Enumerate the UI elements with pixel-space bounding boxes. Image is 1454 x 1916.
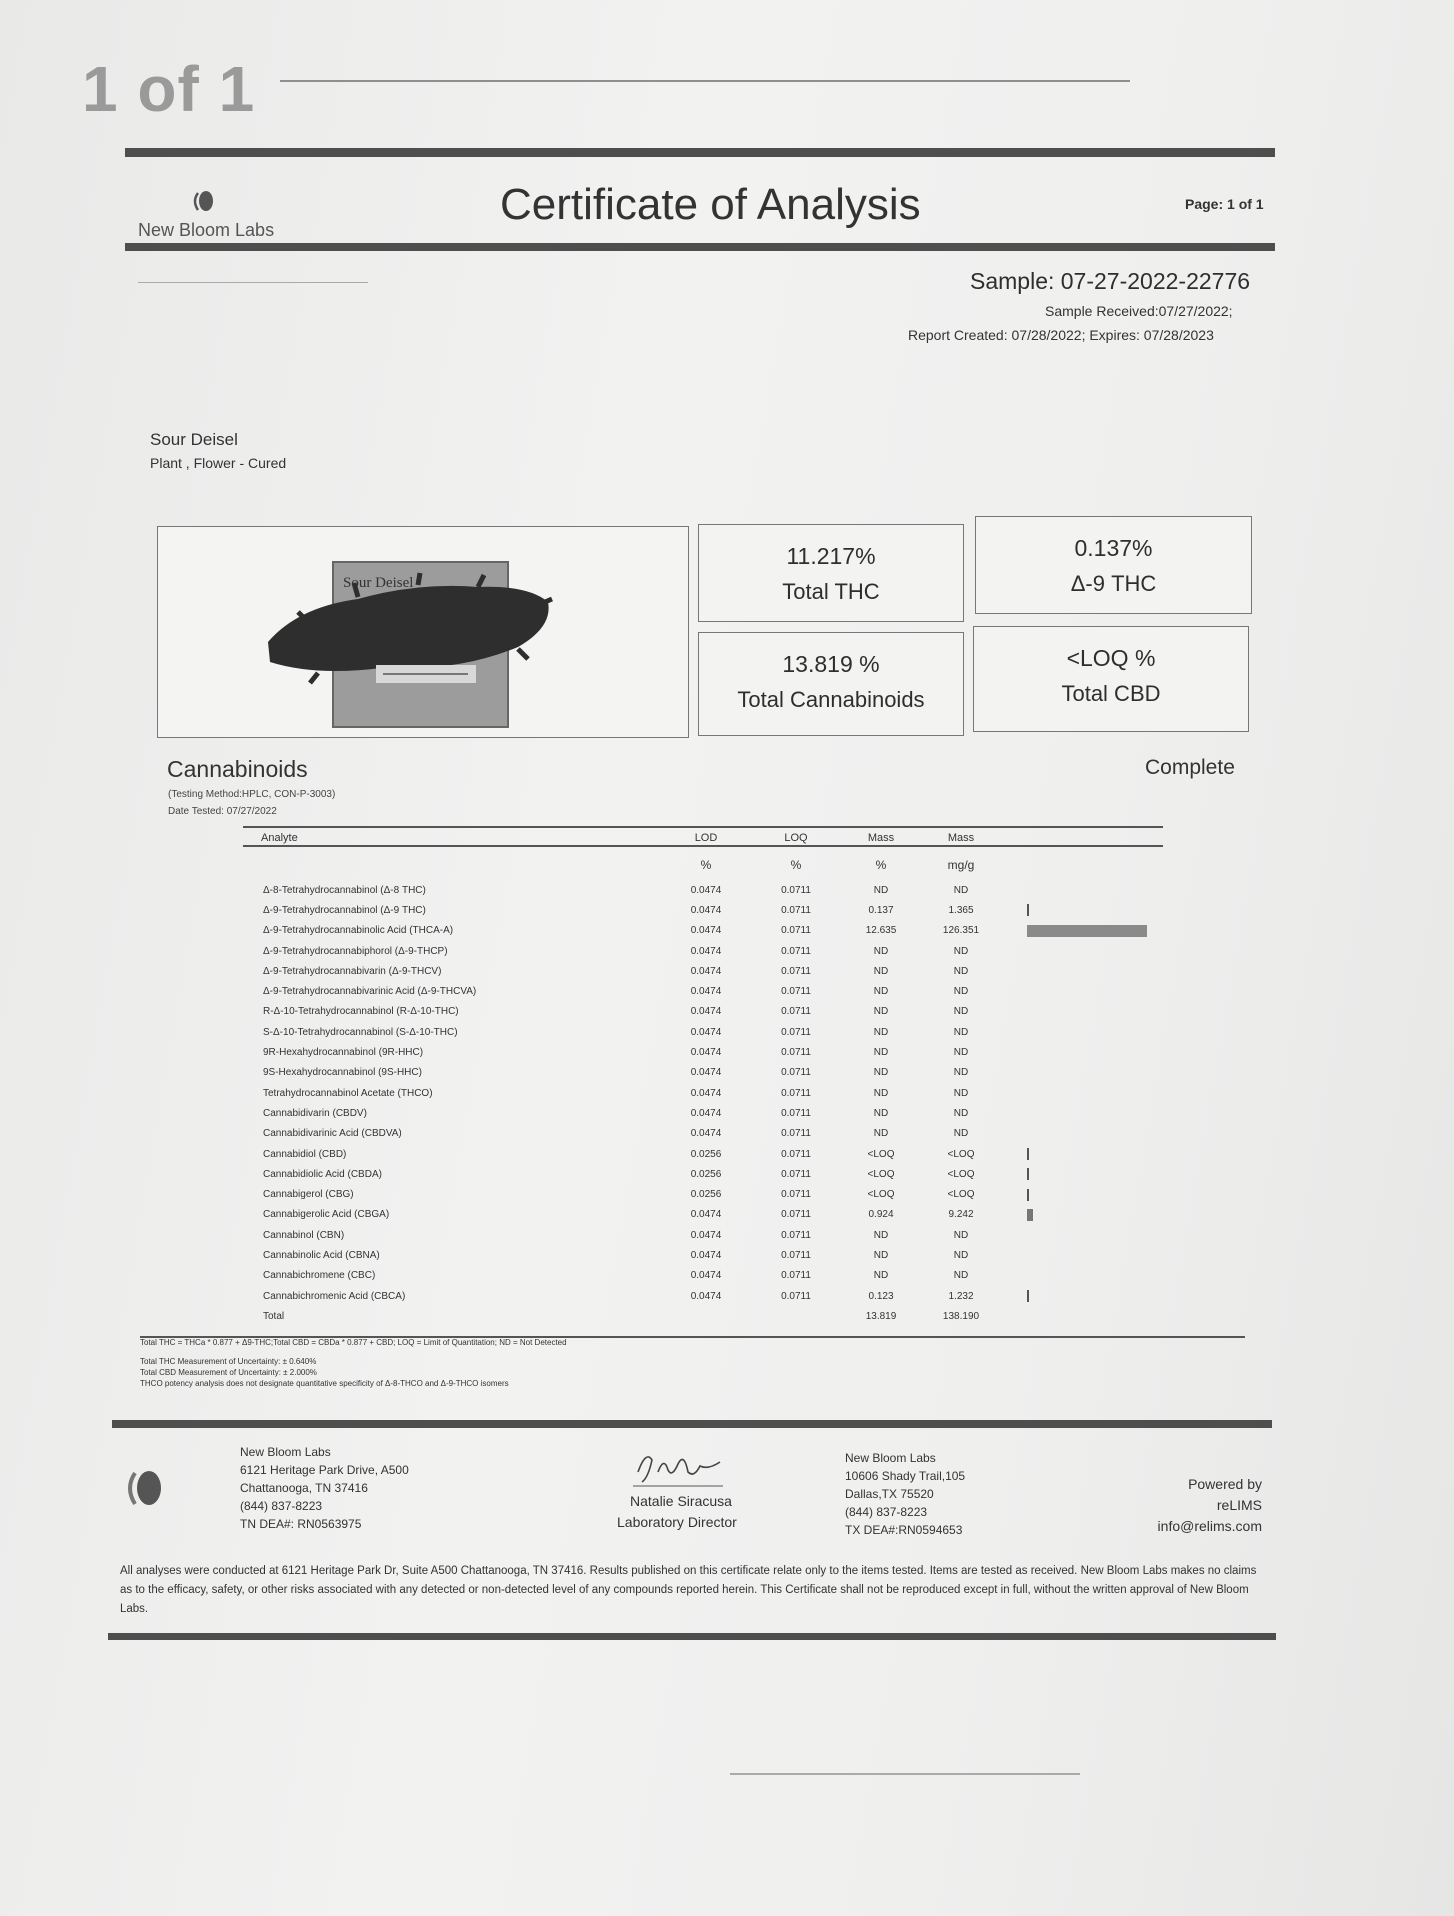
mass-percent-cell: <LOQ (867, 1168, 895, 1180)
units-row (243, 850, 1163, 880)
analyte-name: Cannabichromenic Acid (CBCA) (263, 1290, 406, 1302)
table-header-row (243, 826, 1163, 850)
mass-mgg-cell: <LOQ (947, 1168, 975, 1180)
table-row (243, 1306, 1163, 1326)
powered-line: Powered by (1188, 1476, 1262, 1492)
lab1-line: 6121 Heritage Park Drive, A500 (240, 1463, 409, 1477)
director-name: Natalie Siracusa (630, 1493, 732, 1509)
loq-cell: 0.0711 (781, 1107, 811, 1119)
column-header-blank (1001, 826, 1163, 850)
loq-cell: 0.0711 (781, 1047, 811, 1059)
lod-cell: 0.0474 (690, 1107, 722, 1119)
header-top-bar (125, 148, 1275, 157)
loq-cell (751, 1306, 841, 1326)
result-marker (1001, 1164, 1163, 1184)
mass-percent-cell: ND (873, 1067, 889, 1079)
page-title: Certificate of Analysis (500, 180, 921, 229)
unit-cell: % (790, 858, 802, 872)
table-row (243, 1124, 1163, 1144)
page-count: 1 of 1 (82, 53, 256, 125)
mass-percent-cell: 0.123 (868, 1290, 894, 1302)
mass-mgg-cell: 126.351 (942, 925, 980, 937)
disclaimer: All analyses were conducted at 6121 Heritage Park Dr, Suite A500 Chattanooga, TN 37416. Results published on this certificate relate only to the items tested. Items are tested as received. New Bloom Labs makes no claims as to the efficacy, safety, or other risks associated with any detected or non-detected level of any compounds reported herein. This Certificate shall not be reproduced except in full, without the written approval of New Bloom Labs. (120, 1565, 1257, 1615)
loq-cell: 0.0711 (781, 925, 811, 937)
result-marker (1001, 921, 1163, 941)
mass-percent-cell: <LOQ (867, 1189, 895, 1201)
loq-cell: 0.0711 (781, 1006, 811, 1018)
result-marker (1001, 1266, 1163, 1286)
unit-cell: % (875, 858, 887, 872)
lab1-address (240, 1443, 409, 1533)
loq-cell: 0.0711 (781, 965, 811, 977)
loq-cell: 0.0711 (781, 1087, 811, 1099)
loq-cell: 0.0711 (781, 1128, 811, 1140)
table-row (243, 1164, 1163, 1184)
loq-cell: 0.0711 (781, 1168, 811, 1180)
result-marker (1001, 1103, 1163, 1123)
summary-label: Total Cannabinoids (737, 687, 925, 712)
mass-percent-cell: ND (873, 1026, 889, 1038)
analyte-name: Tetrahydrocannabinol Acetate (THCO) (263, 1087, 433, 1099)
unit-cell (243, 850, 661, 880)
footer-top-bar (112, 1420, 1272, 1428)
analyte-name: Δ-9-Tetrahydrocannabivarinic Acid (Δ-9-THCVA) (263, 986, 477, 998)
result-marker (1001, 1022, 1163, 1042)
result-tick (1027, 1168, 1029, 1180)
mass-mgg-cell: ND (953, 965, 969, 977)
lab1-line: TN DEA#: RN0563975 (240, 1517, 362, 1531)
result-tick (1027, 1189, 1029, 1201)
table-row (243, 1266, 1163, 1286)
faint-rule (138, 282, 368, 283)
table-row (243, 1022, 1163, 1042)
loq-cell: 0.0711 (781, 1270, 811, 1282)
summary-total-cannabinoids (698, 632, 964, 736)
lod-cell: 0.0474 (690, 1128, 722, 1140)
table-row (243, 1225, 1163, 1245)
table-row (243, 1103, 1163, 1123)
cannabinoid-table (243, 826, 1163, 1327)
result-marker (1001, 900, 1163, 920)
table-row (243, 880, 1163, 900)
table-row (243, 1205, 1163, 1225)
mass-mgg-cell: ND (953, 1249, 969, 1261)
summary-total-thc (698, 524, 964, 622)
lod-cell: 0.0474 (690, 1067, 722, 1079)
analyte-name: S-Δ-10-Tetrahydrocannabinol (S-Δ-10-THC) (263, 1026, 458, 1038)
product-photo (158, 527, 688, 737)
analyte-name: Cannabidivarinic Acid (CBDVA) (263, 1128, 402, 1140)
analyte-name: Cannabigerolic Acid (CBGA) (263, 1209, 390, 1221)
mass-mgg-cell: ND (953, 945, 969, 957)
lab1-line: Chattanooga, TN 37416 (240, 1481, 368, 1495)
product-name: Sour Deisel (150, 430, 238, 449)
result-marker (1001, 1184, 1163, 1204)
mass-mgg-cell: ND (953, 884, 969, 896)
table-row (243, 941, 1163, 961)
mass-percent-cell: 0.137 (868, 904, 894, 916)
result-marker (1001, 1245, 1163, 1265)
result-marker (1001, 1083, 1163, 1103)
mass-mgg-cell: ND (953, 1128, 969, 1140)
lod-cell: 0.0474 (690, 1249, 722, 1261)
header-bottom-bar (125, 243, 1275, 251)
column-header: LOQ (784, 832, 808, 844)
page-number: Page: 1 of 1 (1185, 196, 1264, 212)
column-header: LOD (694, 832, 718, 844)
column-header: Mass (947, 832, 975, 844)
powered-line: reLIMS (1216, 1497, 1262, 1513)
result-marker (1001, 1205, 1163, 1225)
result-marker (1001, 981, 1163, 1001)
result-small-bar (1027, 1209, 1033, 1221)
footnote: Total CBD Measurement of Uncertainty: ± 2.000% (140, 1368, 317, 1377)
mass-mgg-cell: <LOQ (947, 1148, 975, 1160)
lab-name: New Bloom Labs (138, 220, 275, 240)
column-header: Mass (867, 832, 895, 844)
unit-cell (1001, 850, 1163, 880)
lod-cell (661, 1306, 751, 1326)
mass-percent-cell: 0.924 (868, 1209, 894, 1221)
loq-cell: 0.0711 (781, 1290, 811, 1302)
lod-cell: 0.0474 (690, 1087, 722, 1099)
loq-cell: 0.0711 (781, 1229, 811, 1241)
lab2-address (845, 1449, 965, 1539)
mass-percent-cell: 13.819 (865, 1310, 897, 1322)
analyte-name: Δ-9-Tetrahydrocannabivarin (Δ-9-THCV) (263, 965, 442, 977)
lod-cell: 0.0474 (690, 1006, 722, 1018)
result-marker (1001, 1002, 1163, 1022)
mass-percent-cell: ND (873, 1128, 889, 1140)
unit-cell: % (700, 858, 712, 872)
analyte-name: Cannabinol (CBN) (263, 1229, 345, 1241)
lod-cell: 0.0474 (690, 1209, 722, 1221)
mass-mgg-cell: 1.365 (948, 904, 974, 916)
result-marker (1001, 1225, 1163, 1245)
lod-cell: 0.0474 (690, 945, 722, 957)
mass-percent-cell: ND (873, 884, 889, 896)
result-marker (1001, 1286, 1163, 1306)
lab2-line: Dallas,TX 75520 (845, 1487, 934, 1501)
analyte-name: Cannabidiol (CBD) (263, 1148, 347, 1160)
summary-value: 0.137% (1074, 535, 1153, 561)
table-row (243, 1144, 1163, 1164)
result-tick (1027, 1290, 1029, 1302)
mass-percent-cell: ND (873, 1006, 889, 1018)
result-marker (1001, 961, 1163, 981)
summary-delta9-thc (975, 516, 1252, 614)
lab2-line: New Bloom Labs (845, 1451, 936, 1465)
loq-cell: 0.0711 (781, 945, 811, 957)
mass-mgg-cell: <LOQ (947, 1189, 975, 1201)
mass-percent-cell: ND (873, 986, 889, 998)
lod-cell: 0.0256 (690, 1148, 722, 1160)
mass-percent-cell: ND (873, 1229, 889, 1241)
summary-total-cbd (973, 626, 1249, 732)
mass-percent-cell: ND (873, 1249, 889, 1261)
section-title: Cannabinoids (167, 756, 308, 782)
analyte-name: Total (263, 1310, 285, 1322)
result-marker (1001, 1306, 1163, 1326)
result-marker (1001, 1124, 1163, 1144)
lod-cell: 0.0474 (690, 1047, 722, 1059)
lod-cell: 0.0474 (690, 965, 722, 977)
mass-mgg-cell: ND (953, 1026, 969, 1038)
analyte-name: R-Δ-10-Tetrahydrocannabinol (R-Δ-10-THC) (263, 1006, 459, 1018)
result-marker (1001, 1063, 1163, 1083)
analyte-name: Cannabichromene (CBC) (263, 1270, 376, 1282)
section-status: Complete (1145, 756, 1235, 779)
table-row (243, 1083, 1163, 1103)
lod-cell: 0.0474 (690, 1026, 722, 1038)
analyte-name: Cannabidivarin (CBDV) (263, 1107, 367, 1119)
loq-cell: 0.0711 (781, 1026, 811, 1038)
testing-method: (Testing Method:HPLC, CON-P-3003) (168, 789, 336, 800)
lod-cell: 0.0474 (690, 1229, 722, 1241)
table-row (243, 1286, 1163, 1306)
footnote: Total THC Measurement of Uncertainty: ± 0.640% (140, 1357, 317, 1366)
analyte-name: Δ-9-Tetrahydrocannabiphorol (Δ-9-THCP) (263, 945, 448, 957)
summary-label: Total CBD (1061, 681, 1161, 706)
column-header: Analyte (261, 832, 298, 844)
summary-value: 13.819 % (782, 651, 880, 677)
result-tick (1027, 1148, 1029, 1160)
summary-label: Δ-9 THC (1070, 571, 1157, 596)
lod-cell: 0.0474 (690, 1270, 722, 1282)
table-row (243, 1063, 1163, 1083)
loq-cell: 0.0711 (781, 1209, 811, 1221)
result-bar (1027, 925, 1147, 937)
table-row (243, 900, 1163, 920)
lod-cell: 0.0256 (690, 1189, 722, 1201)
mass-percent-cell: ND (873, 965, 889, 977)
mass-mgg-cell: ND (953, 1270, 969, 1282)
mass-percent-cell: <LOQ (867, 1148, 895, 1160)
analyte-name: Δ-9-Tetrahydrocannabinol (Δ-9 THC) (263, 904, 426, 916)
footer-bottom-bar (108, 1633, 1276, 1640)
table-row (243, 981, 1163, 1001)
mass-percent-cell: ND (873, 1107, 889, 1119)
footer-logo-icon (122, 1465, 168, 1511)
loq-cell: 0.0711 (781, 1249, 811, 1261)
result-marker (1001, 880, 1163, 900)
powered-line: info@relims.com (1157, 1518, 1262, 1534)
top-divider (280, 80, 1130, 82)
unit-cell: mg/g (947, 858, 975, 872)
mass-percent-cell: ND (873, 1047, 889, 1059)
table-row (243, 1042, 1163, 1062)
summary-value: <LOQ % (1066, 645, 1156, 671)
bottom-faint-rule (730, 1773, 1080, 1775)
table-row (243, 1184, 1163, 1204)
result-marker (1001, 1144, 1163, 1164)
loq-cell: 0.0711 (781, 884, 811, 896)
date-tested: Date Tested: 07/27/2022 (168, 806, 277, 817)
mass-mgg-cell: ND (953, 1047, 969, 1059)
loq-cell: 0.0711 (781, 1189, 811, 1201)
lab2-line: TX DEA#:RN0594653 (845, 1523, 963, 1537)
mass-mgg-cell: 9.242 (948, 1209, 974, 1221)
director-signature (628, 1442, 728, 1488)
summary-value: 11.217% (786, 543, 876, 569)
sample-received: Sample Received:07/27/2022; (1045, 303, 1233, 319)
result-tick (1027, 904, 1029, 916)
mass-mgg-cell: ND (953, 1087, 969, 1099)
powered-by (1140, 1474, 1262, 1537)
table-row (243, 1002, 1163, 1022)
mass-percent-cell: ND (873, 1087, 889, 1099)
table-row (243, 921, 1163, 941)
analyte-name: 9S-Hexahydrocannabinol (9S-HHC) (263, 1067, 422, 1079)
lod-cell: 0.0474 (690, 884, 722, 896)
mass-mgg-cell: 1.232 (948, 1290, 974, 1302)
loq-cell: 0.0711 (781, 1148, 811, 1160)
analyte-name: 9R-Hexahydrocannabinol (9R-HHC) (263, 1047, 424, 1059)
result-marker (1001, 1042, 1163, 1062)
analyte-name: Δ-9-Tetrahydrocannabinolic Acid (THCA-A) (263, 925, 454, 937)
lab1-line: (844) 837-8223 (240, 1499, 323, 1513)
loq-cell: 0.0711 (781, 904, 811, 916)
lab1-line: New Bloom Labs (240, 1445, 331, 1459)
mass-mgg-cell: ND (953, 1107, 969, 1119)
result-marker (1001, 941, 1163, 961)
mass-percent-cell: 12.635 (865, 925, 897, 937)
lab2-line: 10606 Shady Trail,105 (845, 1469, 966, 1483)
mass-percent-cell: ND (873, 1270, 889, 1282)
mass-mgg-cell: ND (953, 1006, 969, 1018)
lab2-line: (844) 837-8223 (845, 1505, 928, 1519)
lod-cell: 0.0474 (690, 986, 722, 998)
lod-cell: 0.0474 (690, 925, 722, 937)
mass-mgg-cell: ND (953, 986, 969, 998)
mass-mgg-cell: ND (953, 1229, 969, 1241)
table-row (243, 1245, 1163, 1265)
footnote: THCO potency analysis does not designate quantitative specificity of Δ-8-THCO and Δ-9-THCO isomers (140, 1379, 509, 1388)
loq-cell: 0.0711 (781, 1067, 811, 1079)
leaf-logo-icon (190, 188, 218, 214)
report-dates: Report Created: 07/28/2022; Expires: 07/28/2023 (908, 327, 1214, 343)
summary-label: Total THC (782, 579, 880, 604)
analyte-name: Cannabinolic Acid (CBNA) (263, 1249, 380, 1261)
loq-cell: 0.0711 (781, 986, 811, 998)
product-image-frame (157, 526, 689, 738)
mass-mgg-cell: 138.190 (942, 1310, 980, 1322)
image-handwriting: Sour Deisel (343, 575, 414, 591)
table-row (243, 961, 1163, 981)
analyte-name: Cannabigerol (CBG) (263, 1189, 354, 1201)
director-title: Laboratory Director (617, 1514, 737, 1530)
lod-cell: 0.0256 (690, 1168, 722, 1180)
lod-cell: 0.0474 (690, 1290, 722, 1302)
analyte-name: Δ-8-Tetrahydrocannabinol (Δ-8 THC) (263, 884, 426, 896)
product-type: Plant , Flower - Cured (150, 455, 287, 471)
analyte-name: Cannabidiolic Acid (CBDA) (263, 1168, 382, 1180)
footnote: Total THC = THCa * 0.877 + Δ9-THC;Total CBD = CBDa * 0.877 + CBD; LOQ = Limit of Quantitation; ND = Not Detected (140, 1338, 567, 1347)
lod-cell: 0.0474 (690, 904, 722, 916)
sample-id: Sample: 07-27-2022-22776 (970, 268, 1251, 294)
mass-mgg-cell: ND (953, 1067, 969, 1079)
mass-percent-cell: ND (873, 945, 889, 957)
